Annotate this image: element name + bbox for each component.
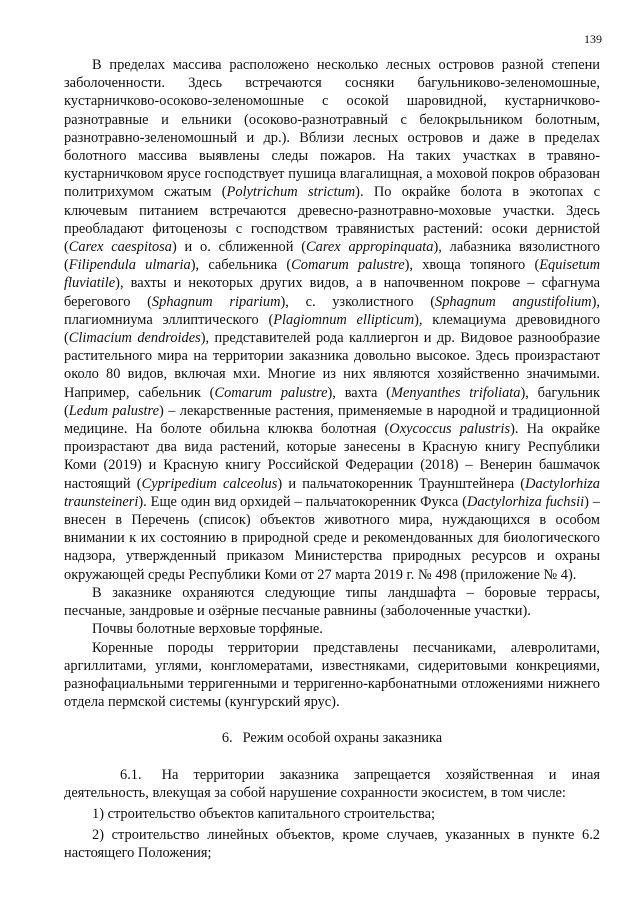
section-title: Режим особой охраны заказника <box>242 730 443 747</box>
section-heading <box>64 729 600 747</box>
latin-name: Menyanthes trifoliata <box>390 384 521 401</box>
page-number: 139 <box>584 32 602 46</box>
latin-name: Oxycoccus palustris <box>389 421 511 438</box>
latin-name: Cypripedium calceolus <box>141 475 278 492</box>
latin-name: Sphagnum angustifolium <box>435 293 592 310</box>
latin-name: Dactylorhiza traunsteineri <box>64 475 600 510</box>
latin-name: Dactylorhiza fuchsii <box>466 493 585 510</box>
latin-name: Sphagnum riparium <box>151 293 281 310</box>
latin-name: Plagiomnum ellipticum <box>273 311 415 328</box>
paragraph-vegetation: В пределах массива расположено несколько лесных островов разной степени заболоченности. Здесь встречаются сосняки багульниково-зеленомошные, кустарничково-осоково-зеленомошные с осокой шаровидной, кустарничково-разнотравные и ельники (осоково-разнотравный с белокрыльником болотным, разнотравно-зеленомошный и др.). Вблизи лесных островов и даже в пределах болотного массива выявлены следы пожаров. На таких участках в травяно-кустарничковом ярусе господствует пушица влагалищная, а моховой покров образован политрихумом сжатым (Polytrichum strictum). По окрайке болота в экотопах с ключевым питанием встречаются древесно-разнотравно-моховые участки. Здесь преобладают фитоценозы с господством травянистых растений: осоки дернистой (Carex caespitosa) и о. сближенной (Carex appropinquata), лабазника вязолистного (Filipendula ulmaria), сабельника (Comarum palustre), хвоща топяного (Equisetum fluviatile), вахты и некоторых других видов, а в напочвенном покрове – сфагнума берегового (Sphagnum riparium), с. узколистного (Sphagnum angustifolium), плагиомниума эллиптического (Plagiomnum ellipticum), клемациума древовидного (Climacium dendroides), представителей рода каллиергон и др. Видовое разнообразие растительного мира на территории заказника довольно высокое. Здесь произрастают около 80 видов, включая мхи. Многие из них являются хозяйственно значимыми. Например, сабельник (Comarum palustre), вахта (Menyanthes trifoliata), багульник (Ledum palustre) – лекарственные растения, применяемые в народной и традиционной медицине. На болоте обильна клюква болотная (Oxycoccus palustris). На окрайке произрастают два вида растений, которые занесены в Красную книгу Республики Коми (2019) и Красную книгу Российской Федерации (2018) – Венерин башмачок настоящий (Cypripedium calceolus) и пальчатокоренник Траунштейнера (Dactylorhiza traunsteineri). Еще один вид орхидей – пальчатокоренник Фукса (Dactylorhiza fuchsii) – внесен в Перечень (список) объектов животного мира, нуждающихся в особом внимании к их состоянию в природной среде и рекомендованных для биологического надзора, утвержденный приказом Министерства природных ресурсов и охраны окружающей среды Республики Коми от 27 марта 2019 г. № 498 (приложение № 4). <box>64 57 601 583</box>
list-item: 1) строительство объектов капитального строительства; <box>92 805 435 822</box>
latin-name: Ledum palustre <box>68 402 160 419</box>
section-number: 6. <box>221 730 233 747</box>
latin-name: Filipendula ulmaria <box>68 257 191 274</box>
clause-6-1 <box>64 766 600 802</box>
document-body <box>64 56 600 863</box>
paragraph-landscapes: В заказнике охраняются следующие типы ландшафта – боровые террасы, песчаные, зандровые и озёрные песчаные равнины (заболоченные участки). <box>64 584 600 620</box>
latin-name: Carex caespitosa <box>68 239 172 256</box>
latin-name: Carex appropinquata <box>306 239 434 256</box>
latin-name: Equisetum fluviatile <box>64 257 601 292</box>
latin-name: Comarum palustre <box>214 384 328 401</box>
latin-name: Polytrichum strictum <box>226 184 356 201</box>
paragraph-bedrock: Коренные породы территории представлены песчаниками, алевролитами, аргиллитами, углями, конгломератами, известняками, сидеритовыми конкрециями, разнофациальными терригенными и терригенно-карбонатными отложениями нижнего отдела пермской системы (кунгурский ярус). <box>64 639 600 711</box>
clause-number: 6.1. <box>120 766 142 783</box>
clause-text: На территории заказника запрещается хозяйственная и иная деятельность, влекущая за собой нарушение сохранности экосистем, в том числе: <box>64 766 600 801</box>
list-item: 2) строительство линейных объектов, кроме случаев, указанных в пункте 6.2 настоящего Положения; <box>64 827 600 862</box>
paragraph-soils: Почвы болотные верховые торфяные. <box>92 621 323 638</box>
latin-name: Comarum palustre <box>291 257 405 274</box>
latin-name: Climacium dendroides <box>68 330 201 347</box>
